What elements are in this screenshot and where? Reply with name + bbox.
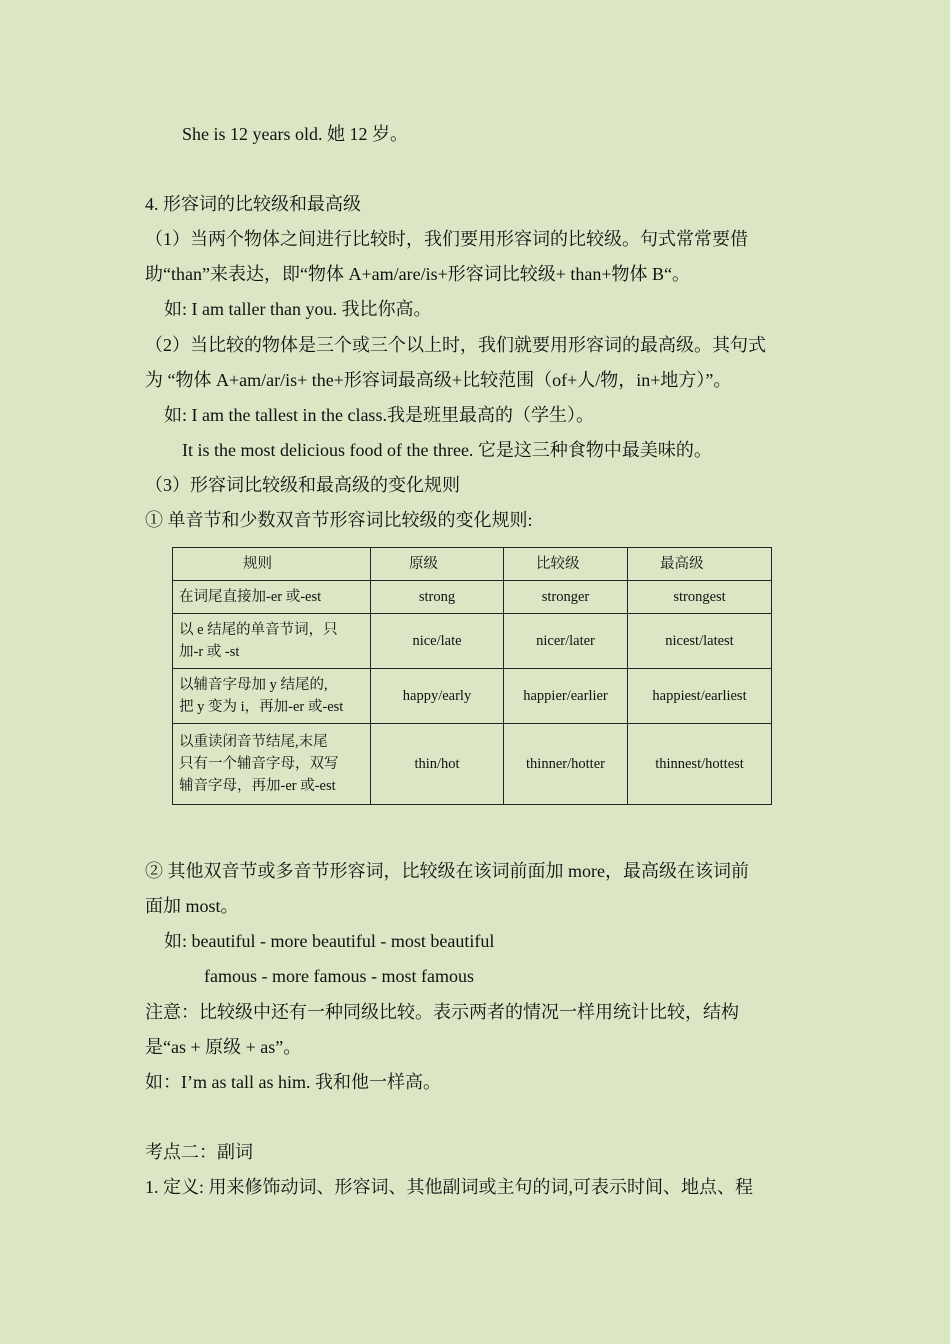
subheading: （3）形容词比较级和最高级的变化规则 [145, 475, 460, 495]
paragraph-line: 助“than”来表达，即“物体 A+am/are/is+形容词比较级+ than+物体 B“。 [145, 264, 691, 284]
paragraph-line: ② 其他双音节或多音节形容词，比较级在该词前面加 more，最高级在该词前 [145, 861, 749, 881]
base-cell: thin/hot [371, 724, 504, 805]
comparative-cell: nicer/later [504, 614, 628, 669]
example-line: 如：I’m as tall as him. 我和他一样高。 [145, 1072, 441, 1092]
superlative-cell: thinnest/hottest [628, 724, 772, 805]
header-comparative: 比较级 [504, 548, 628, 581]
paragraph-line: 1. 定义: 用来修饰动词、形容词、其他副词或主句的词,可表示时间、地点、程 [145, 1177, 753, 1197]
rule-cell: 以 e 结尾的单音节词，只 加-r 或 -st [173, 614, 371, 669]
rule-cell: 在词尾直接加-er 或-est [173, 581, 371, 614]
paragraph-line: 面加 most。 [145, 896, 239, 916]
example-line: famous - more famous - most famous [204, 966, 474, 986]
section-heading: 考点二：副词 [145, 1142, 253, 1162]
table-row [173, 614, 772, 669]
comparative-cell: happier/earlier [504, 669, 628, 724]
superlative-cell: nicest/latest [628, 614, 772, 669]
paragraph-line: （2）当比较的物体是三个或三个以上时，我们就要用形容词的最高级。其句式 [145, 335, 766, 355]
example-line: 如: I am taller than you. 我比你高。 [164, 299, 432, 319]
comparison-rules-table [172, 547, 772, 805]
comparative-cell: stronger [504, 581, 628, 614]
superlative-cell: strongest [628, 581, 772, 614]
header-superlative: 最高级 [628, 548, 772, 581]
base-cell: strong [371, 581, 504, 614]
base-cell: happy/early [371, 669, 504, 724]
note-line: 注意：比较级中还有一种同级比较。表示两者的情况一样用统计比较，结构 [145, 1002, 739, 1022]
table-row [173, 724, 772, 805]
table-header-row [173, 548, 772, 581]
superlative-cell: happiest/earliest [628, 669, 772, 724]
base-cell: nice/late [371, 614, 504, 669]
rule-cell: 以辅音字母加 y 结尾的, 把 y 变为 i，再加-er 或-est [173, 669, 371, 724]
example-line: It is the most delicious food of the three. 它是这三种食物中最美味的。 [182, 440, 712, 460]
header-base: 原级 [371, 548, 504, 581]
paragraph-line: 为 “物体 A+am/ar/is+ the+形容词最高级+比较范围（of+人/物，in+地方）”。 [145, 370, 732, 390]
paragraph-line: （1）当两个物体之间进行比较时，我们要用形容词的比较级。句式常常要借 [145, 229, 748, 249]
rule-cell: 以重读闭音节结尾,末尾 只有一个辅音字母，双写 辅音字母，再加-er 或-est [173, 724, 371, 805]
example-line: 如: beautiful - more beautiful - most beautiful [164, 931, 495, 951]
header-rule: 规则 [173, 548, 371, 581]
section-heading: 4. 形容词的比较级和最高级 [145, 194, 361, 214]
comparative-cell: thinner/hotter [504, 724, 628, 805]
table-row [173, 669, 772, 724]
subheading: ① 单音节和少数双音节形容词比较级的变化规则: [145, 510, 533, 530]
example-line: 如: I am the tallest in the class.我是班里最高的（学生）。 [164, 405, 594, 425]
text-line: She is 12 years old. 她 12 岁。 [182, 124, 408, 144]
table-row [173, 581, 772, 614]
note-line: 是“as + 原级 + as”。 [145, 1037, 302, 1057]
